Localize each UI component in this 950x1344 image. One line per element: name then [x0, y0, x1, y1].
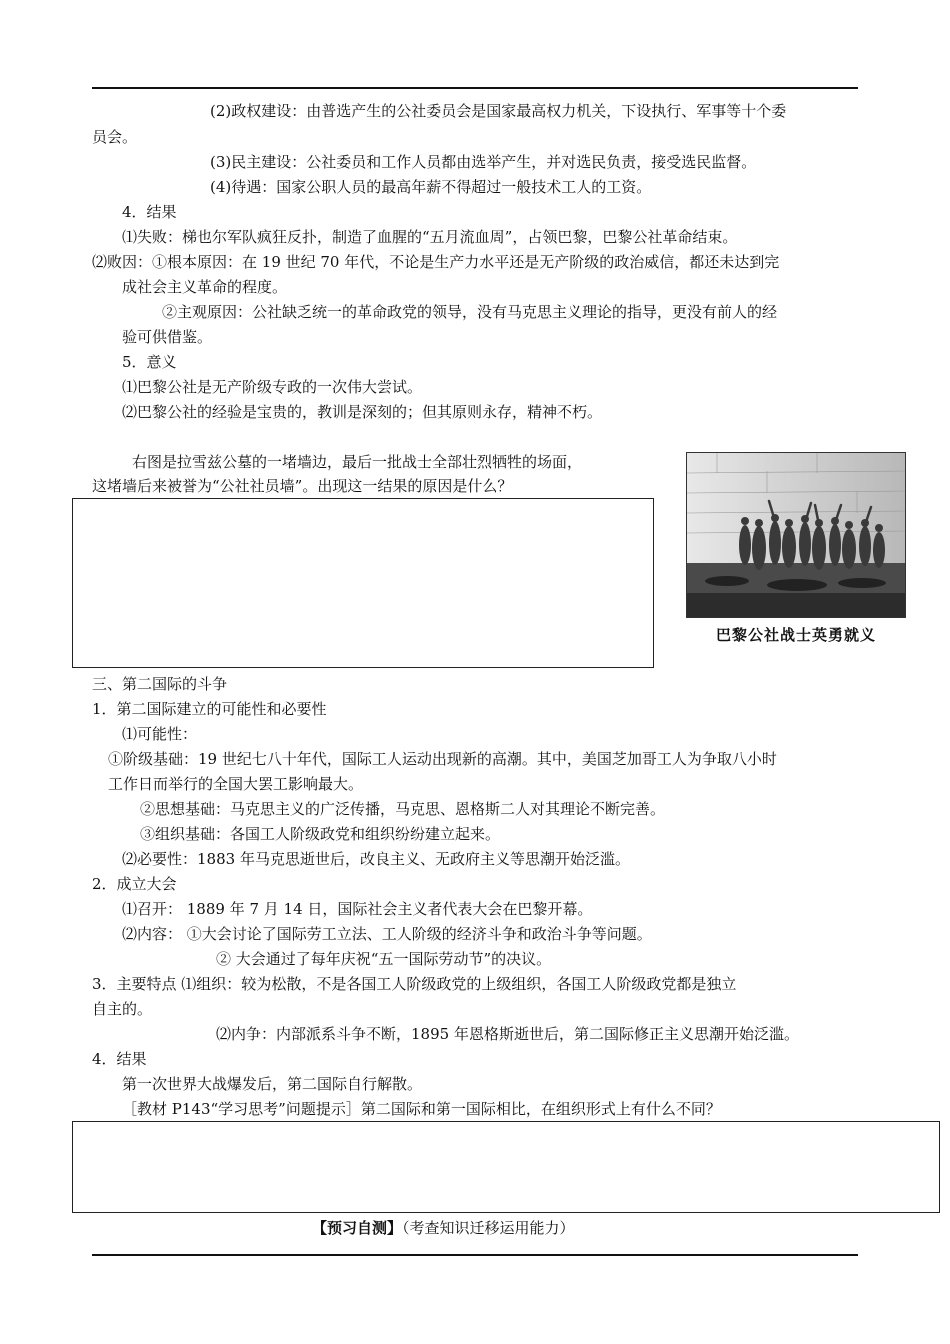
- text-line: (2)政权建设：由普选产生的公社委员会是国家最高权力机关，下设执行、军事等十个委: [210, 102, 787, 120]
- section-heading: 三、第二国际的斗争: [92, 675, 228, 693]
- footer-heading: [312, 1218, 575, 1238]
- text-line: 验可供借鉴。: [122, 328, 213, 346]
- top-rule: [92, 87, 858, 89]
- section-heading: 1．第二国际建立的可能性和必要性: [92, 700, 327, 718]
- section-heading: 3．主要特点 ⑴组织：较为松散，不是各国工人阶级政党的上级组织，各国工人阶级政党都是独立: [92, 975, 737, 993]
- paris-commune-photo: [686, 452, 906, 618]
- question-text: ［教材 P143“学习思考”问题提示］第二国际和第一国际相比，在组织形式上有什么不同？: [122, 1100, 721, 1118]
- text-line: (3)民主建设：公社委员和工作人员都由选举产生，并对选民负责，接受选民监督。: [210, 153, 757, 171]
- question-text: 右图是拉雪兹公墓的一堵墙边，最后一批战士全部壮烈牺牲的场面，: [132, 453, 583, 471]
- answer-box-2[interactable]: [72, 1121, 940, 1213]
- section-heading: 4．结果: [122, 203, 177, 221]
- text-line: ⑵内争：内部派系斗争不断，1895 年恩格斯逝世后，第二国际修正主义思潮开始泛滥。: [216, 1025, 799, 1043]
- question-text: 这堵墙后来被誉为“公社社员墙”。出现这一结果的原因是什么？: [92, 477, 513, 495]
- text-line: 成社会主义革命的程度。: [122, 278, 288, 296]
- text-line: 自主的。: [92, 1000, 153, 1018]
- text-line: ⑴巴黎公社是无产阶级专政的一次伟大尝试。: [122, 378, 423, 396]
- text-line: ③组织基础：各国工人阶级政党和组织纷纷建立起来。: [140, 825, 501, 843]
- text-line: ⑵败因：①根本原因：在 19 世纪 70 年代，不论是生产力水平还是无产阶级的政治威信，都还未达到完: [92, 253, 780, 271]
- photo-caption: 巴黎公社战士英勇就义: [715, 626, 876, 644]
- text-line: ⑵巴黎公社的经验是宝贵的，教训是深刻的；但其原则永存，精神不朽。: [122, 403, 603, 421]
- text-line: 员会。: [92, 128, 138, 146]
- text-line: ⑵必要性：1883 年马克思逝世后，改良主义、无政府主义等思潮开始泛滥。: [122, 850, 630, 868]
- footer-note: （考查知识迁移运用能力）: [402, 1219, 575, 1237]
- text-line: (4)待遇：国家公职人员的最高年薪不得超过一般技术工人的工资。: [210, 178, 652, 196]
- section-heading: 5．意义: [122, 353, 177, 371]
- text-line: ② 大会通过了每年庆祝“五一国际劳动节”的决议。: [216, 950, 552, 968]
- text-line: ⑴失败：梯也尔军队疯狂反扑，制造了血腥的“五月流血周”，占领巴黎，巴黎公社革命结束。: [122, 228, 738, 246]
- footer-title: 【预习自测】: [312, 1219, 403, 1237]
- text-line: 第一次世界大战爆发后，第二国际自行解散。: [122, 1075, 423, 1093]
- answer-box-1[interactable]: [72, 498, 654, 668]
- text-line: ②主观原因：公社缺乏统一的革命政党的领导，没有马克思主义理论的指导，更没有前人的经: [162, 303, 778, 321]
- text-line: ①阶级基础：19 世纪七八十年代，国际工人运动出现新的高潮。其中，美国芝加哥工人为争取八小时: [108, 750, 777, 768]
- text-line: ⑴召开： 1889 年 7 月 14 日，国际社会主义者代表大会在巴黎开幕。: [122, 900, 593, 918]
- section-heading: 4．结果: [92, 1050, 147, 1068]
- text-line: ②思想基础：马克思主义的广泛传播，马克思、恩格斯二人对其理论不断完善。: [140, 800, 666, 818]
- text-line: 工作日而举行的全国大罢工影响最大。: [108, 775, 364, 793]
- text-line: ⑵内容： ①大会讨论了国际劳工立法、工人阶级的经济斗争和政治斗争等问题。: [122, 925, 652, 943]
- text-line: ⑴可能性：: [122, 725, 198, 743]
- bottom-rule: [92, 1254, 858, 1256]
- section-heading: 2．成立大会: [92, 875, 177, 893]
